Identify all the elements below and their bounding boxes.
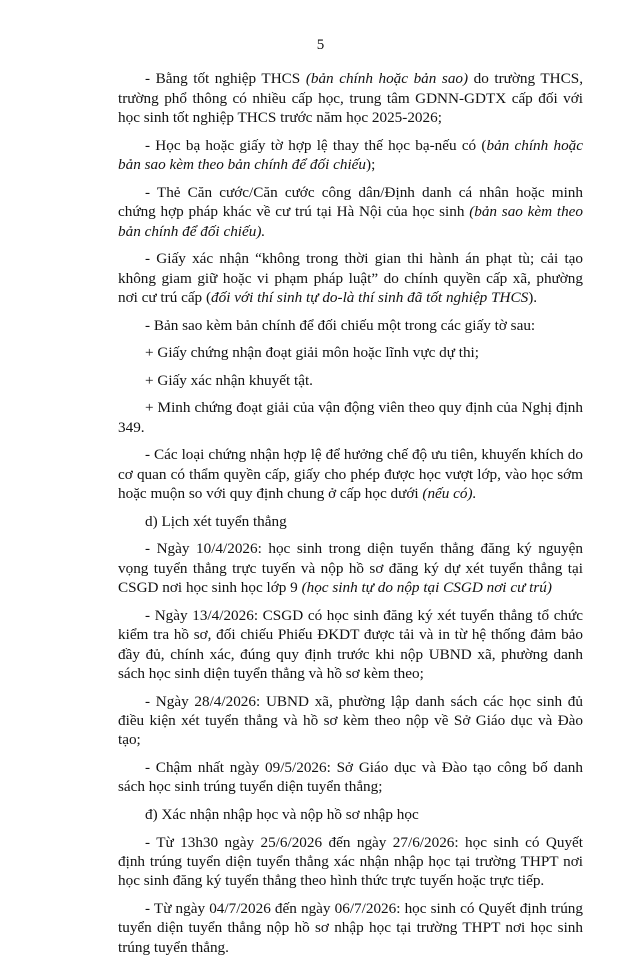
- text: - Từ ngày 04/7/2026 đến ngày 06/7/2026: học sinh có Quyết định trúng tuyển diện tuyển thẳng nộp hồ sơ nhập học tại trường THPT nơi học sinh trúng tuyển thẳng.: [118, 900, 583, 956]
- italic-text: (bản chính hoặc bản sao): [305, 70, 469, 88]
- text: - Ngày 28/4/2026: UBND xã, phường lập danh sách các học sinh đủ điều kiện xét tuyển thẳng và hồ sơ kèm theo nộp về Sở Giáo dục và Đào tạo;: [118, 692, 583, 749]
- page-number: 5: [316, 37, 325, 53]
- text: + Giấy chứng nhận đoạt giải môn hoặc lĩnh vực dự thi;: [145, 344, 479, 362]
- text: - Từ 13h30 ngày 25/6/2026 đến ngày 27/6/2026: học sinh có Quyết định trúng tuyển diện tuyển thẳng xác nhận nhập học tại trường THPT nơi học sinh đăng ký tuyển thẳng theo hình thức trực tuyến hoặc trực tiếp.: [118, 833, 583, 890]
- paragraph: [118, 343, 583, 362]
- document-body: [118, 69, 583, 957]
- paragraph: [118, 692, 583, 750]
- paragraph: [118, 69, 583, 127]
- text: do trường THCS, trường phổ thông có nhiều cấp học, trung tâm GDNN-GDTX cấp đối với học sinh tốt nghiệp THCS trước năm học 2025-2026;: [118, 70, 583, 127]
- paragraph: [118, 833, 583, 891]
- italic-text: (bản sao kèm theo bản chính để đối chiếu).: [118, 203, 583, 240]
- text: d) Lịch xét tuyển thẳng: [145, 512, 287, 530]
- text: - Ngày 13/4/2026: CSGD có học sinh đăng ký xét tuyển thẳng tổ chức kiểm tra hồ sơ, đối chiếu Phiếu ĐKDT được tải và in từ hệ thống đảm bảo đầy đủ, chính xác, đúng quy định trước khi nộp UBND xã, phường danh sách học sinh diện tuyển thẳng và hồ sơ kèm theo;: [118, 606, 583, 683]
- text: + Giấy xác nhận khuyết tật.: [145, 371, 313, 389]
- paragraph: [118, 758, 583, 797]
- italic-text: đối với thí sinh tự do-là thí sinh đã tốt nghiệp THCS: [211, 289, 529, 307]
- italic-text: (học sinh tự do nộp tại CSGD nơi cư trú): [301, 579, 552, 597]
- paragraph: [118, 183, 583, 241]
- paragraph: [118, 398, 583, 437]
- text: - Học bạ hoặc giấy tờ hợp lệ thay thế học bạ-nếu có (: [145, 136, 487, 154]
- paragraph: [118, 606, 583, 684]
- text: - Thẻ Căn cước/Căn cước công dân/Định danh cá nhân hoặc minh chứng hợp pháp khác về cư trú tại Hà Nội của học sinh: [118, 183, 583, 221]
- text: ).: [528, 289, 538, 307]
- italic-text: bản chính hoặc bản sao kèm theo bản chính để đối chiếu: [118, 136, 584, 174]
- text: - Ngày 10/4/2026: học sinh trong diện tuyển thẳng đăng ký nguyện vọng tuyển thẳng trực tuyến và nộp hồ sơ đăng ký dự xét tuyển thẳng tại CSGD nơi học sinh học lớp 9: [118, 540, 583, 597]
- text: - Bằng tốt nghiệp THCS: [145, 70, 306, 88]
- text: - Bản sao kèm bản chính để đối chiếu một trong các giấy tờ sau:: [145, 316, 536, 334]
- text: đ) Xác nhận nhập học và nộp hồ sơ nhập học: [145, 806, 419, 824]
- paragraph: [118, 316, 583, 335]
- text: + Minh chứng đoạt giải của vận động viên theo quy định của Nghị định 349.: [118, 399, 583, 436]
- paragraph: [118, 249, 583, 307]
- text: - Giấy xác nhận “không trong thời gian thi hành án phạt tù; cải tạo không giam giữ hoặc vi phạm pháp luật” do chính quyền cấp xã, phường nơi cư trú cấp (: [118, 250, 583, 307]
- italic-text: (nếu có).: [422, 485, 477, 503]
- paragraph: [118, 136, 583, 175]
- paragraph: [118, 445, 583, 503]
- paragraph: [118, 805, 583, 824]
- text: - Các loại chứng nhận hợp lệ để hưởng chế độ ưu tiên, khuyến khích do cơ quan có thẩm quyền cấp, giấy cho phép được học vượt lớp, vào học sớm hoặc muộn so với quy định chung ở cấp học dưới: [118, 446, 583, 503]
- text: - Chậm nhất ngày 09/5/2026: Sở Giáo dục và Đào tạo công bố danh sách học sinh trúng tuyển diện tuyển thẳng;: [118, 759, 583, 796]
- text: );: [366, 156, 376, 174]
- paragraph: [118, 371, 583, 390]
- paragraph: [118, 512, 583, 531]
- paragraph: [118, 539, 583, 597]
- paragraph: [118, 899, 583, 957]
